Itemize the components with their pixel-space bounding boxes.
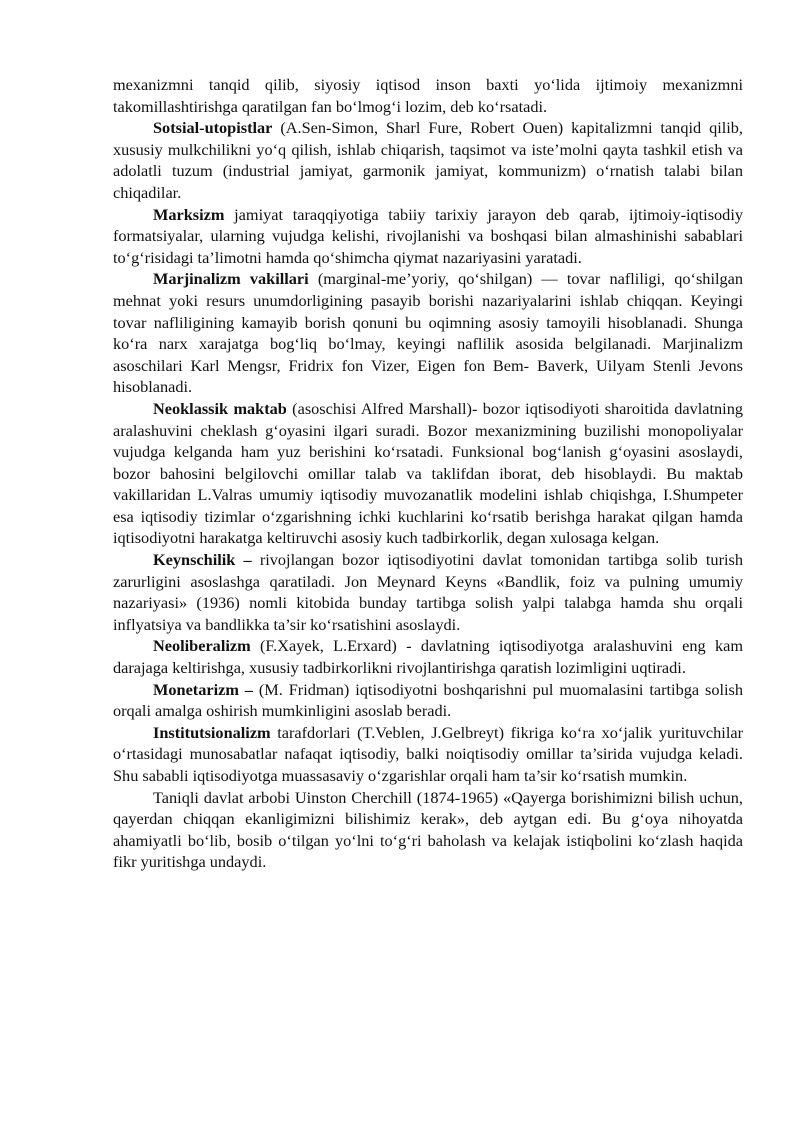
paragraph-text: (asoschisi Alfred Marshall)- bozor iqtisodiyoti sharoitida davlatning aralashuvini cheklash g‘oyasini ilgari suradi. Bozor mexanizmining buzilishi monopoliyalar vujudga kelganda ham yuz berishini ko‘rsatadi. Funksional bog‘lanish g‘oyasini asoslaydi, bozor bahosini belgilovchi omillar talab va taklifdan iborat, deb hisoblaydi. Bu maktab vakillaridan L.Valras umumiy iqtisodiy muvozanatlik modelini ishlab chiqishga, I.Shumpeter esa iqtisodiy tizimlar o‘zgarishning ichki kuchlarini ko‘rsatib berishga harakat qilgan hamda iqtisodiyotni harakatga keltiruvchi asosiy kuch tadbirkorlik, degan xulosaga kelgan.: [113, 398, 743, 548]
paragraph-text: Taniqli davlat arbobi Uinston Cherchill (1874-1965) «Qayerga borishimizni bilish uchun, qayerdan chiqqan ekanligimizni bilishimiz kerak», deb aytgan edi. Bu g‘oya nihoyatda ahamiyatli bo‘lib, bosib o‘tilgan yo‘lni to‘g‘ri baholash va kelajak istiqbolini ko‘zlash haqida fikr yuritishga undaydi.: [113, 787, 743, 872]
paragraph-monetarizm: [113, 679, 743, 722]
paragraph-text: jamiyat taraqqiyotiga tabiiy tarixiy jarayon deb qarab, ijtimoiy-iqtisodiy formatsiyalar, ularning vujudga kelishi, rivojlanishi va boshqasi bilan almashinishi sabablari to‘g‘risidagi ta’limotni hamda qo‘shimcha qiymat nazariyasini yaratadi.: [113, 204, 743, 267]
paragraph-text: mexanizmni tanqid qilib, siyosiy iqtisod inson baxti yo‘lida ijtimoiy mexanizmni takomillashtirishga qaratilgan fan bo‘lmog‘i lozim, deb ko‘rsatadi.: [113, 75, 743, 116]
paragraph-text: tarafdorlari (T.Veblen, J.Gelbreyt) fikriga ko‘ra xo‘jalik yurituvchilar o‘rtasidagi munosabatlar nafaqat iqtisodiy, balki noiqtisodiy omillar ta’sirida vujudga keladi. Shu sababli iqtisodiyotga muassasaviy o‘zgarishlar orqali ham ta’sir ko‘rsatish mumkin.: [113, 722, 743, 785]
paragraph-neoliberalizm: [113, 635, 743, 678]
term-heading: Keynschilik –: [153, 550, 252, 570]
term-heading: Marjinalizm vakillari: [153, 269, 309, 289]
document-page: [113, 74, 743, 873]
term-heading: Monetarizm –: [153, 679, 253, 699]
paragraph-marksizm: [113, 204, 743, 269]
paragraph-cherchill-quote: [113, 787, 743, 873]
term-heading: Institutsionalizm: [153, 722, 271, 742]
paragraph-text: (marginal-me’yoriy, qo‘shilgan) — tovar nafliligi, qo‘shilgan mehnat yoki resurs unumdorligining pasayib borishi nazariyalarini ishlab chiqqan. Keyingi tovar nafliligining kamayib borish qonuni bu oqimning asosiy tamoyili hisoblanadi. Shunga ko‘ra narx xarajatga bog‘liq bo‘lmay, keyingi naflilik asosida belgilanadi. Marjinalizm asoschilari Karl Mengsr, Fridrix fon Vizer, Eigen fon Bem- Baverk, Uilyam Stenli Jevons hisoblanadi.: [113, 269, 743, 397]
paragraph-text: (M. Fridman) iqtisodiyotni boshqarishni pul muomalasini tartibga solish orqali amalga oshirish mumkinligini asoslab beradi.: [113, 679, 743, 721]
paragraph-intro-continuation: [113, 74, 743, 117]
paragraph-text: (F.Xayek, L.Erxard) - davlatning iqtisodiyotga aralashuvini eng kam darajaga keltirishga, xususiy tadbirkorlikni rivojlantirishga qaratish lozimligini uqtiradi.: [113, 636, 743, 678]
paragraph-text: rivojlangan bozor iqtisodiyotini davlat tomonidan tartibga solib turish zarurligini asoslashga qaratiladi. Jon Meynard Keyns «Bandlik, foiz va pulning umumiy nazariyasi» (1936) nomli kitobida bunday tartibga solish yalpi talabga hamda shu orqali inflyatsiya va bandlikka ta’sir ko‘rsatishini asoslaydi.: [113, 550, 743, 634]
paragraph-neoklassik-maktab: [113, 398, 743, 549]
term-heading: Marksizm: [153, 204, 225, 224]
paragraph-marjinalizm: [113, 268, 743, 398]
paragraph-text: (A.Sen-Simon, Sharl Fure, Robert Ouen) kapitalizmni tanqid qilib, xususiy mulkchilikni yo‘q qilish, ishlab chiqarish, taqsimot va iste’molni qayta tashkil etish va adolatli tuzum (industrial jamiyat, garmonik jamiyat, kommunizm) o‘rnatish talabi bilan chiqadilar.: [113, 118, 743, 202]
term-heading: Sotsial-utopistlar: [153, 118, 273, 138]
paragraph-institutsionalizm: [113, 722, 743, 787]
term-heading: Neoklassik maktab: [153, 398, 287, 418]
term-heading: Neoliberalizm: [153, 636, 251, 656]
paragraph-sotsial-utopistlar: [113, 117, 743, 203]
paragraph-keynschilik: [113, 549, 743, 635]
